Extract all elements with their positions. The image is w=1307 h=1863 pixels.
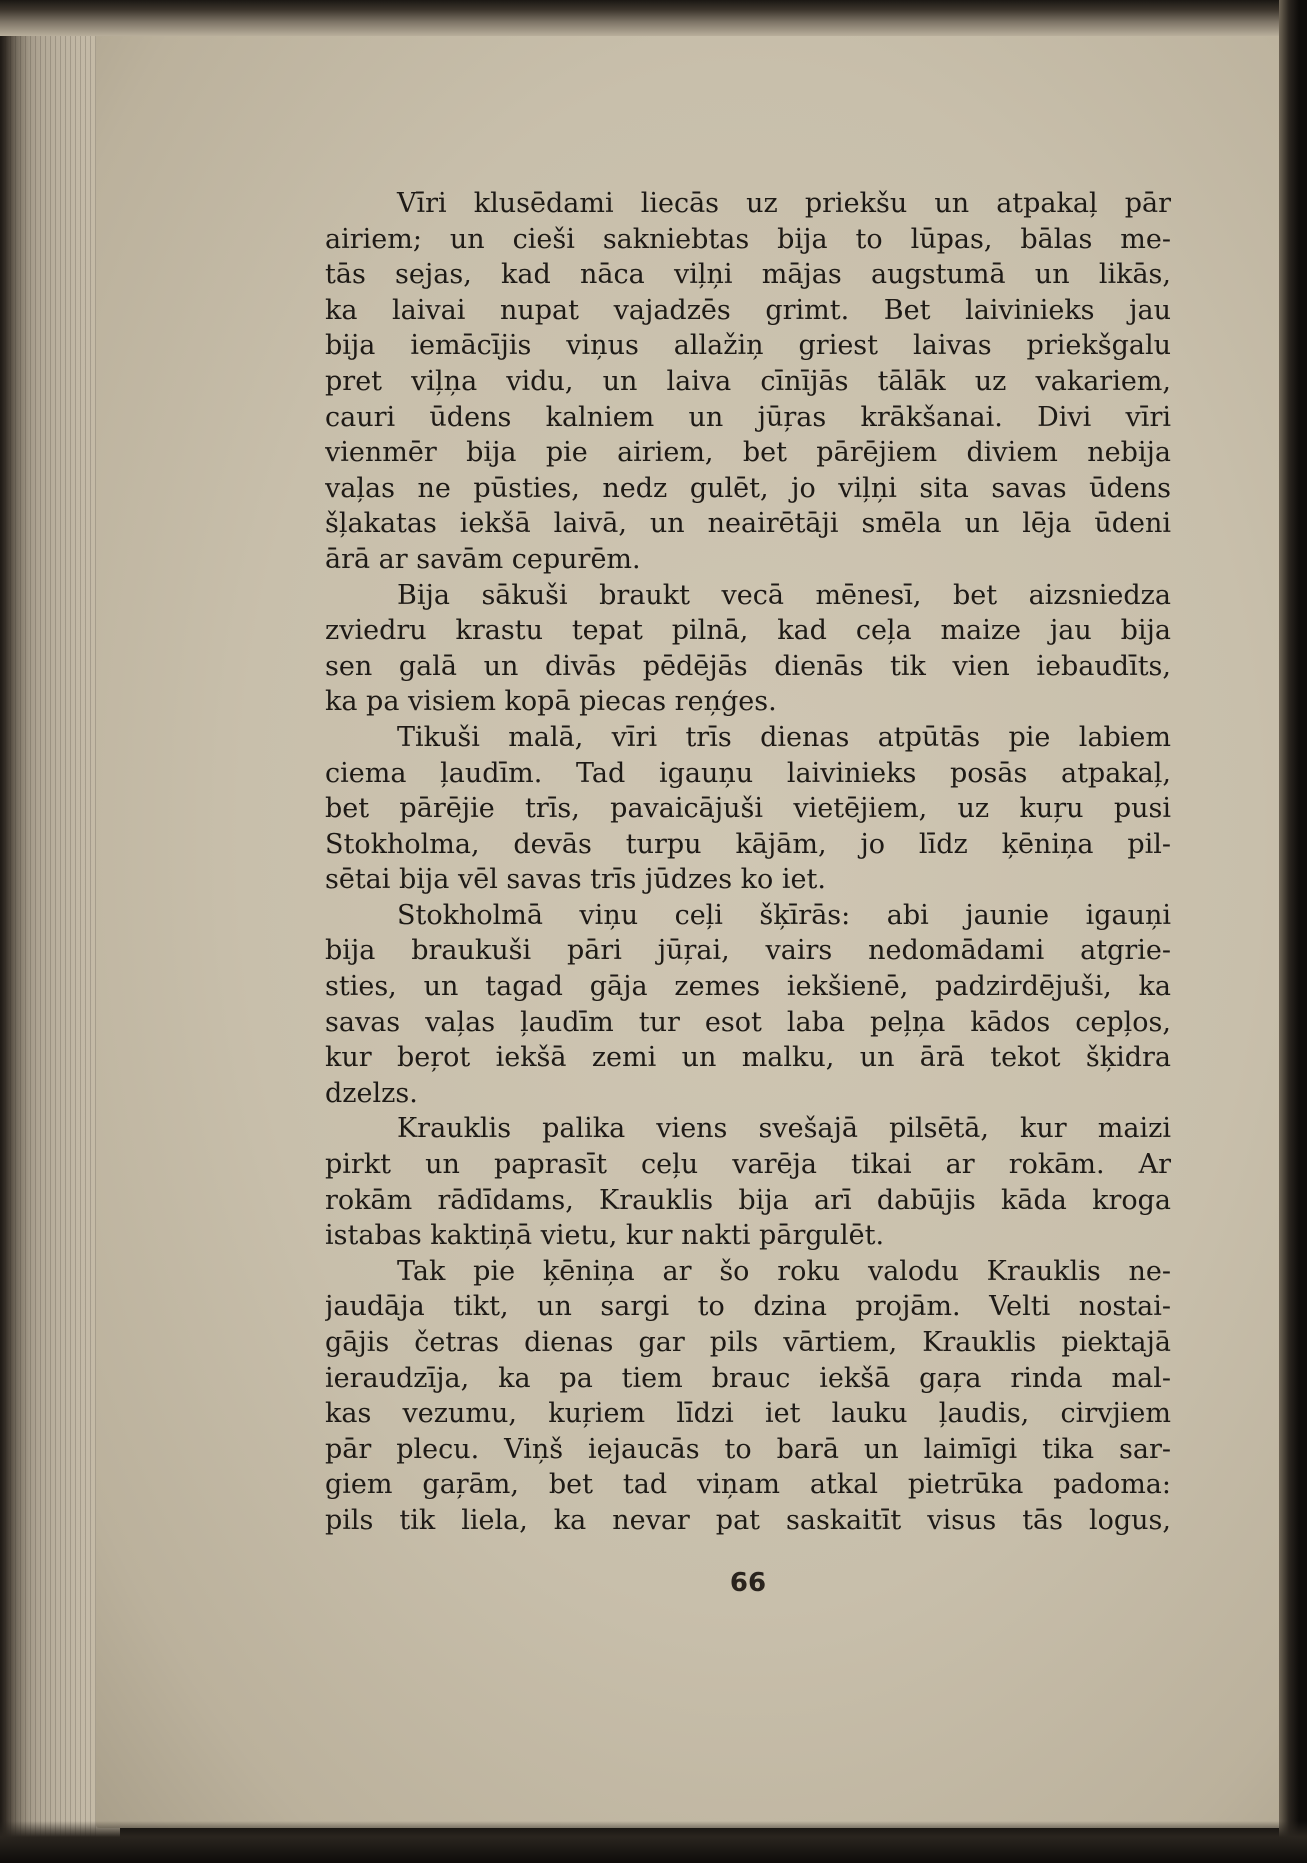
text-line: pils tik liela, ka nevar pat saskaitīt visus tās logus, [325, 1504, 1171, 1536]
bottom-shadow [0, 1821, 1307, 1863]
text-line: zviedru krastu tepat pilnā, kad ceļa maize jau bija [325, 615, 1171, 647]
text-line: sen galā un divās pēdējās dienās tik vien iebaudīts, [325, 650, 1171, 682]
text-line: vaļas ne pūsties, nedz gulēt, jo viļņi sita savas ūdens [325, 472, 1171, 504]
text-line: Stokholmā viņu ceļi šķīrās: abi jaunie igauņi [397, 899, 1171, 931]
text-line: vienmēr bija pie airiem, bet pārējiem diviem nebija [325, 437, 1171, 469]
text-line: ārā ar savām cepurēm. [325, 543, 641, 575]
binding-top-strip [0, 0, 1307, 36]
text-line: šļakatas iekšā laivā, un neairētāji smēla un lēja ūdeni [325, 508, 1171, 540]
text-line: cauri ūdens kalniem un jūŗas krākšanai. Divi vīri [325, 401, 1171, 433]
text-line: giem gaŗām, bet tad viņam atkal pietrūka padoma: [325, 1469, 1171, 1501]
text-line: Krauklis palika viens svešajā pilsētā, kur maizi [397, 1113, 1171, 1145]
text-line: savas vaļas ļaudīm tur esot laba peļņa kādos cepļos, [325, 1006, 1171, 1038]
text-line: ieraudzīja, ka pa tiem brauc iekšā gaŗa rinda mal- [325, 1362, 1171, 1394]
text-line: bija iemācījis viņus allažiņ griest laivas priekšgalu [325, 330, 1171, 362]
text-line: pirkt un paprasīt ceļu varēja tikai ar rokām. Ar [325, 1149, 1171, 1181]
text-line: pret viļņa vidu, un laiva cīnījās tālāk uz vakariem, [325, 365, 1171, 397]
text-line: jaudāja tikt, un sargi to dzina projām. Velti nostai- [325, 1291, 1171, 1323]
text-line: ciema ļaudīm. Tad igauņu laivinieks posās atpakaļ, [325, 757, 1171, 789]
page-number: 66 [729, 1568, 767, 1598]
text-line: istabas kaktiņā vietu, kur nakti pārgulēt. [325, 1220, 885, 1252]
text-line: bija braukuši pāri jūŗai, vairs nedomādami atgrie- [325, 935, 1171, 967]
page-stack-lines [0, 0, 100, 1863]
right-gutter [1279, 0, 1307, 1863]
text-line: gājis četras dienas gar pils vārtiem, Krauklis piektajā [325, 1327, 1171, 1358]
text-line: Stokholma, devās turpu kājām, jo līdz ķēniņa pil- [325, 828, 1171, 860]
text-line: pār plecu. Viņš iejaucās to barā un laimīgi tika sar- [325, 1433, 1171, 1465]
text-line: kas vezumu, kuŗiem līdzi iet lauku ļaudis, cirvjiem [325, 1398, 1171, 1430]
text-line: sties, un tagad gāja zemes iekšienē, padzirdējuši, ka [325, 971, 1171, 1003]
text-line: kur beŗot iekšā zemi un malku, un ārā tekot šķidra [325, 1042, 1171, 1074]
text-line: airiem; un cieši sakniebtas bija to lūpas, bālas me- [325, 223, 1171, 255]
text-line: Tikuši malā, vīri trīs dienas atpūtās pie labiem [397, 721, 1171, 753]
text-line: ka pa visiem kopā piecas reņģes. [325, 686, 777, 718]
text-line: sētai bija vēl savas trīs jūdzes ko iet. [325, 864, 826, 896]
text-line: dzelzs. [325, 1077, 418, 1109]
text-line: bet pārējie trīs, pavaicājuši vietējiem, uz kuŗu pusi [325, 793, 1171, 825]
text-line: rokām rādīdams, Krauklis bija arī dabūjis kāda kroga [325, 1184, 1171, 1216]
body-text [325, 186, 1171, 1539]
text-line: Tak pie ķēniņa ar šo roku valodu Krauklis ne- [397, 1255, 1171, 1287]
text-line: tās sejas, kad nāca viļņi mājas augstumā un likās, [325, 259, 1171, 291]
text-line: Bija sākuši braukt vecā mēnesī, bet aizsniedza [397, 579, 1171, 611]
text-line: Vīri klusēdami liecās uz priekšu un atpakaļ pār [397, 188, 1171, 219]
text-line: ka laivai nupat vajadzēs grimt. Bet laivinieks jau [325, 294, 1171, 326]
